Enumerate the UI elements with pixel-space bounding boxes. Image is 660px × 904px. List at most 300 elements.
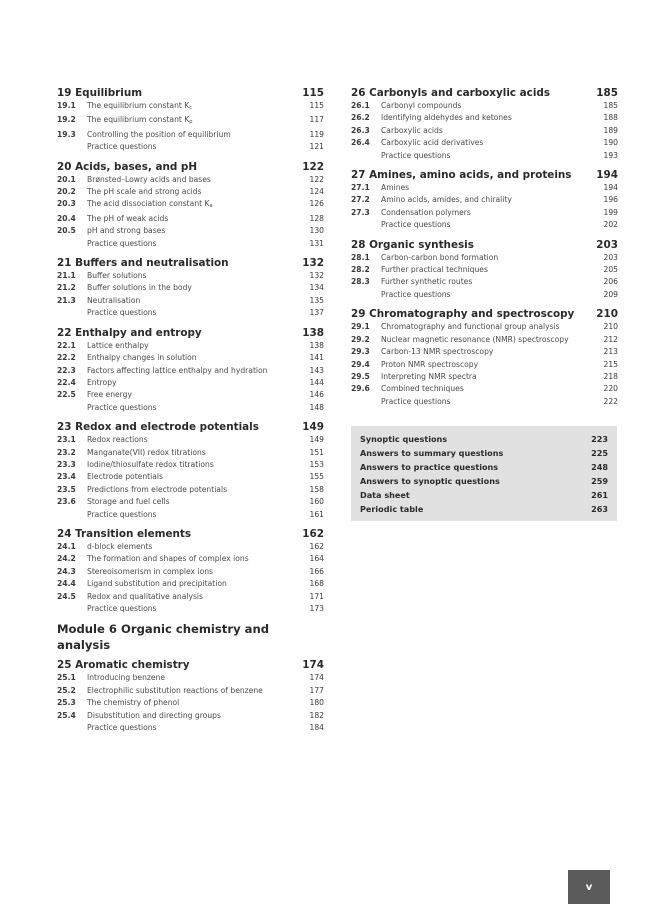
chapter-page: 210: [596, 308, 618, 321]
entry-number: 24.4: [57, 579, 76, 589]
entry-page: 174: [309, 673, 324, 683]
entry-title-text: Stereoisomerism in complex ions: [87, 566, 213, 576]
entry-page: 184: [309, 723, 324, 733]
entry-title-text: The equilibrium constant K: [87, 115, 190, 125]
entry-number: 25.3: [57, 698, 76, 708]
chapter-heading[interactable]: [57, 256, 324, 270]
entry-title: [381, 182, 598, 194]
chapter-title: 28 Organic synthesis: [351, 238, 474, 251]
entry-title: [87, 447, 304, 459]
entry-title-text: The chemistry of phenol: [87, 698, 180, 708]
toc-left-column: [57, 86, 324, 734]
entry-title: [87, 578, 304, 590]
entry-title: [381, 334, 598, 346]
entry-title: [87, 213, 304, 225]
entry-page: 153: [309, 459, 324, 469]
entry-title-text: Practice questions: [381, 150, 451, 160]
practice-questions-entry[interactable]: [57, 722, 324, 734]
entry-title-text: Carboxylic acid derivatives: [381, 138, 484, 148]
entry-title: [87, 672, 304, 684]
entry-number: 22.5: [57, 390, 76, 400]
toc-entry[interactable]: [351, 182, 618, 194]
entry-title-text: Disubstitution and directing groups: [87, 710, 221, 720]
entry-title: [381, 321, 598, 333]
entry-number: 19.3: [57, 129, 76, 139]
entry-number: 21.3: [57, 295, 76, 305]
entry-title: [87, 352, 304, 364]
entry-title-text: Lattice enthalpy: [87, 340, 149, 350]
entry-page: 166: [309, 566, 324, 576]
entry-number: 23.3: [57, 459, 76, 469]
entry-title-text: Entropy: [87, 377, 117, 387]
entry-number: 21.1: [57, 271, 76, 281]
back-matter-page: 261: [591, 490, 608, 500]
toc-entry[interactable]: [351, 252, 618, 264]
entry-title-text: Practice questions: [87, 723, 157, 733]
entry-title-text: Carbonyl compounds: [381, 101, 462, 110]
toc-entry[interactable]: [57, 541, 324, 553]
toc-entry[interactable]: [57, 710, 324, 722]
entry-number: 23.6: [57, 497, 76, 507]
entry-page: 121: [309, 142, 324, 152]
entry-page: 206: [603, 277, 618, 287]
entry-title: [381, 150, 598, 162]
entry-title: [87, 282, 304, 294]
chapter-title: 20 Acids, bases, and pH: [57, 160, 198, 173]
entry-page: 141: [309, 353, 324, 363]
back-matter-entry[interactable]: [351, 460, 617, 474]
entry-title: [87, 591, 304, 603]
entry-title-text: Electrophilic substitution reactions of benzene: [87, 685, 263, 695]
entry-title: [87, 402, 304, 414]
practice-questions-entry[interactable]: [351, 289, 618, 301]
entry-page: 122: [309, 174, 324, 184]
entry-number: 26.2: [351, 113, 370, 123]
entry-title-text: Interpreting NMR spectra: [381, 371, 477, 381]
back-matter-entry[interactable]: [351, 446, 617, 460]
entry-title: [87, 186, 304, 198]
toc-entry[interactable]: [57, 365, 324, 377]
entry-title-text: Predictions from electrode potentials: [87, 484, 228, 494]
entry-title-text: The equilibrium constant K: [87, 101, 190, 110]
entry-title-text: Free energy: [87, 390, 132, 400]
entry-title: [87, 471, 304, 483]
entry-page: 130: [309, 226, 324, 236]
chapter-page: 194: [596, 169, 618, 182]
toc-entry[interactable]: [57, 270, 324, 282]
entry-subscript: a: [209, 203, 213, 210]
page-number: v: [585, 881, 593, 893]
entry-page: 126: [309, 199, 324, 209]
toc-entry[interactable]: [57, 282, 324, 294]
entry-title: [87, 100, 304, 114]
entry-number: 22.1: [57, 340, 76, 350]
entry-page: 117: [309, 115, 324, 125]
practice-questions-entry[interactable]: [351, 396, 618, 408]
toc-entry[interactable]: [351, 194, 618, 206]
entry-title-text: The acid dissociation constant K: [87, 199, 210, 209]
entry-page: 119: [309, 129, 324, 139]
entry-title: [87, 389, 304, 401]
entry-page: 128: [309, 213, 324, 223]
entry-title-text: Buffer solutions in the body: [87, 283, 192, 293]
entry-number: 26.4: [351, 138, 370, 148]
entry-title-text: Practice questions: [381, 396, 451, 406]
entry-title-text: Introducing benzene: [87, 673, 166, 683]
entry-page: 149: [309, 435, 324, 445]
entry-number: 20.1: [57, 174, 76, 184]
entry-title-text: Amino acids, amides, and chirality: [381, 195, 512, 205]
entry-title-text: Practice questions: [87, 402, 157, 412]
toc-entry[interactable]: [57, 496, 324, 508]
chapter-heading[interactable]: [351, 238, 618, 252]
toc-entry[interactable]: [351, 359, 618, 371]
back-matter-entry[interactable]: [351, 474, 617, 488]
entry-page: 115: [309, 101, 324, 110]
toc-entry[interactable]: [57, 389, 324, 401]
entry-title-text: Identifying aldehydes and ketones: [381, 113, 512, 123]
entry-title: [381, 264, 598, 276]
back-matter-label: Periodic table: [360, 504, 424, 514]
entry-number: 29.6: [351, 384, 370, 394]
entry-title-text: Amines: [381, 183, 410, 193]
toc-entry[interactable]: [57, 198, 324, 212]
entry-page: 212: [603, 334, 618, 344]
entry-number: 22.3: [57, 365, 76, 375]
chapter-page: 115: [302, 87, 324, 99]
toc-entry[interactable]: [57, 471, 324, 483]
toc-entry[interactable]: [57, 225, 324, 237]
toc-entry[interactable]: [57, 447, 324, 459]
entry-page: 151: [309, 447, 324, 457]
entry-number: 22.2: [57, 353, 76, 363]
entry-number: 19.1: [57, 101, 76, 110]
entry-number: 25.4: [57, 710, 76, 720]
chapter-heading[interactable]: [351, 307, 618, 321]
entry-number: 23.4: [57, 472, 76, 482]
toc-entry[interactable]: [57, 697, 324, 709]
entry-page: 171: [309, 591, 324, 601]
toc-entry[interactable]: [57, 553, 324, 565]
entry-title: [381, 383, 598, 395]
entry-title: [87, 340, 304, 352]
entry-page: 194: [603, 183, 618, 193]
practice-questions-entry[interactable]: [57, 307, 324, 319]
chapter-title: 25 Aromatic chemistry: [57, 659, 190, 672]
toc-entry[interactable]: [351, 264, 618, 276]
entry-page: 160: [309, 497, 324, 507]
back-matter-box: [351, 426, 617, 521]
toc-entry[interactable]: [57, 186, 324, 198]
entry-number: 24.1: [57, 541, 76, 551]
toc-entry[interactable]: [351, 334, 618, 346]
chapter-page: 203: [596, 238, 618, 251]
toc-entry[interactable]: [57, 100, 324, 114]
toc-entry[interactable]: [57, 174, 324, 186]
chapter-title: 29 Chromatography and spectroscopy: [351, 308, 575, 321]
entry-title: [87, 365, 304, 377]
practice-questions-entry[interactable]: [57, 402, 324, 414]
back-matter-entry[interactable]: [351, 432, 617, 446]
entry-title-text: Practice questions: [87, 308, 157, 318]
entry-title-text: Iodine/thiosulfate redox titrations: [87, 459, 214, 469]
entry-title-text: The pH scale and strong acids: [87, 187, 202, 197]
entry-title: [87, 553, 304, 565]
chapter-title: 26 Carbonyls and carboxylic acids: [351, 87, 551, 99]
entry-number: 25.2: [57, 685, 76, 695]
toc-entry[interactable]: [351, 112, 618, 124]
entry-page: 209: [603, 289, 618, 299]
toc-entry[interactable]: [57, 340, 324, 352]
entry-title-text: Carbon-carbon bond formation: [381, 252, 499, 262]
entry-title-text: Practice questions: [87, 509, 157, 519]
practice-questions-entry[interactable]: [57, 509, 324, 521]
back-matter-page: 263: [591, 504, 608, 514]
entry-subscript: c: [189, 105, 193, 111]
toc-entry[interactable]: [57, 377, 324, 389]
entry-title: [87, 722, 304, 734]
entry-title-text: Carboxylic acids: [381, 125, 443, 135]
entry-number: 28.2: [351, 265, 370, 275]
entry-title: [87, 377, 304, 389]
entry-title: [381, 359, 598, 371]
toc-entry[interactable]: [57, 672, 324, 684]
chapter-heading[interactable]: [57, 86, 324, 100]
entry-page: 196: [603, 195, 618, 205]
entry-number: 25.1: [57, 673, 76, 683]
entry-number: 29.3: [351, 347, 370, 357]
toc-entry[interactable]: [351, 346, 618, 358]
back-matter-label: Data sheet: [360, 490, 410, 500]
back-matter-label: Answers to synoptic questions: [360, 476, 500, 486]
chapter-title: 19 Equilibrium: [57, 87, 143, 99]
entry-title-text: Manganate(VII) redox titrations: [87, 447, 206, 457]
entry-page: 188: [603, 113, 618, 123]
toc-entry[interactable]: [351, 371, 618, 383]
entry-title: [87, 603, 304, 615]
entry-page: 131: [309, 238, 324, 248]
entry-title: [87, 129, 304, 141]
entry-title: [87, 307, 304, 319]
entry-title: [381, 252, 598, 264]
entry-title: [87, 141, 304, 153]
entry-title: [381, 112, 598, 124]
entry-page: 177: [309, 685, 324, 695]
entry-title: [87, 541, 304, 553]
back-matter-page: 223: [591, 434, 608, 444]
entry-title: [87, 295, 304, 307]
entry-title: [381, 137, 598, 149]
entry-page: 148: [309, 402, 324, 412]
toc-entry[interactable]: [351, 383, 618, 395]
entry-page: 155: [309, 472, 324, 482]
toc-entry[interactable]: [57, 352, 324, 364]
entry-subscript: p: [189, 119, 193, 126]
entry-number: 20.2: [57, 187, 76, 197]
toc-entry[interactable]: [57, 295, 324, 307]
back-matter-entry[interactable]: [351, 502, 617, 516]
back-matter-label: Answers to practice questions: [360, 462, 499, 472]
entry-page: 189: [603, 125, 618, 135]
entry-title: [381, 100, 598, 112]
entry-title-text: Condensation polymers: [381, 207, 471, 217]
chapter-heading[interactable]: [351, 168, 618, 182]
entry-title-text: Further synthetic routes: [381, 277, 473, 287]
practice-questions-entry[interactable]: [351, 150, 618, 162]
entry-title-text: Chromatography and functional group analysis: [381, 322, 560, 332]
entry-page: 164: [309, 554, 324, 564]
entry-title-text: The formation and shapes of complex ions: [87, 554, 249, 564]
chapter-title: 21 Buffers and neutralisation: [57, 257, 229, 270]
entry-page: 202: [603, 220, 618, 230]
entry-title: [381, 207, 598, 219]
entry-page: 168: [309, 579, 324, 589]
entry-page: 215: [603, 359, 618, 369]
toc-entry[interactable]: [57, 685, 324, 697]
entry-title: [381, 194, 598, 206]
entry-title: [87, 484, 304, 496]
entry-page: 134: [309, 283, 324, 293]
entry-title: [87, 114, 304, 128]
chapter-title: 24 Transition elements: [57, 527, 192, 540]
entry-title-text: Controlling the position of equilibrium: [87, 129, 231, 139]
chapter-title: 23 Redox and electrode potentials: [57, 421, 259, 434]
toc-entry[interactable]: [57, 578, 324, 590]
entry-page: 124: [309, 187, 324, 197]
entry-title: [87, 710, 304, 722]
entry-number: 28.3: [351, 277, 370, 287]
entry-page: 143: [309, 365, 324, 375]
entry-page: 173: [309, 604, 324, 613]
chapter-heading[interactable]: [57, 658, 324, 672]
entry-title: [87, 697, 304, 709]
chapter-heading[interactable]: [57, 160, 324, 174]
entry-number: 20.5: [57, 226, 76, 236]
entry-page: 138: [309, 340, 324, 350]
entry-page: 213: [603, 347, 618, 357]
entry-number: 24.5: [57, 591, 76, 601]
entry-title-text: Practice questions: [87, 604, 157, 613]
entry-number: 29.2: [351, 334, 370, 344]
entry-title-text: d-block elements: [87, 541, 153, 551]
toc-entry[interactable]: [351, 125, 618, 137]
practice-questions-entry[interactable]: [351, 219, 618, 231]
back-matter-entry[interactable]: [351, 488, 617, 502]
entry-title-text: Proton NMR spectroscopy: [381, 359, 479, 369]
entry-number: 20.3: [57, 199, 76, 209]
toc-entry[interactable]: [57, 591, 324, 603]
entry-title: [381, 276, 598, 288]
entry-title: [381, 371, 598, 383]
entry-page: 146: [309, 390, 324, 400]
entry-title: [381, 219, 598, 231]
entry-title: [87, 434, 304, 446]
entry-title-text: pH and strong bases: [87, 226, 166, 236]
entry-number: 21.2: [57, 283, 76, 293]
toc-entry[interactable]: [351, 276, 618, 288]
entry-number: 27.3: [351, 207, 370, 217]
entry-title-text: Ligand substitution and precipitation: [87, 579, 227, 589]
entry-title: [381, 396, 598, 408]
entry-number: 20.4: [57, 213, 76, 223]
entry-title-text: Storage and fuel cells: [87, 497, 170, 507]
entry-page: 199: [603, 207, 618, 217]
toc-right-column: [351, 86, 618, 408]
chapter-page: 149: [302, 421, 324, 434]
toc-entry[interactable]: [57, 434, 324, 446]
chapter-page: 122: [302, 160, 324, 173]
entry-title-text: Practice questions: [381, 220, 451, 230]
entry-page: 222: [603, 396, 618, 406]
entry-number: 26.3: [351, 125, 370, 135]
toc-entry[interactable]: [57, 114, 324, 128]
entry-page: 185: [603, 101, 618, 110]
entry-title-text: Nuclear magnetic resonance (NMR) spectroscopy: [381, 334, 569, 344]
entry-number: 29.4: [351, 359, 370, 369]
entry-title-text: Redox and qualitative analysis: [87, 591, 203, 601]
entry-number: 26.1: [351, 101, 370, 110]
toc-entry[interactable]: [351, 137, 618, 149]
chapter-heading[interactable]: [351, 86, 618, 100]
practice-questions-entry[interactable]: [57, 603, 324, 615]
entry-page: 190: [603, 138, 618, 148]
entry-title: [87, 685, 304, 697]
chapter-heading[interactable]: [57, 326, 324, 340]
entry-title: [87, 198, 304, 212]
entry-number: 24.2: [57, 554, 76, 564]
entry-page: 205: [603, 265, 618, 275]
entry-title: [381, 289, 598, 301]
entry-number: 28.1: [351, 252, 370, 262]
entry-page: 158: [309, 484, 324, 494]
chapter-title: 27 Amines, amino acids, and proteins: [351, 169, 572, 182]
practice-questions-entry[interactable]: [57, 141, 324, 153]
entry-title: [87, 174, 304, 186]
module-heading: Module 6 Organic chemistry and analysis: [57, 622, 270, 653]
chapter-heading[interactable]: [57, 420, 324, 434]
entry-number: 27.2: [351, 195, 370, 205]
entry-number: 24.3: [57, 566, 76, 576]
entry-number: 29.5: [351, 371, 370, 381]
back-matter-label: Answers to summary questions: [360, 448, 504, 458]
chapter-page: 185: [596, 87, 618, 99]
entry-page: 137: [309, 308, 324, 318]
back-matter-page: 248: [591, 462, 608, 472]
toc-entry[interactable]: [351, 100, 618, 112]
toc-entry[interactable]: [351, 207, 618, 219]
toc-entry[interactable]: [57, 213, 324, 225]
back-matter-label: Synoptic questions: [360, 434, 448, 444]
toc-entry[interactable]: [57, 459, 324, 471]
toc-entry[interactable]: [57, 566, 324, 578]
entry-title: [381, 125, 598, 137]
entry-page: 182: [309, 710, 324, 720]
entry-title-text: Practice questions: [381, 289, 451, 299]
entry-title-text: Practice questions: [87, 142, 157, 152]
toc-entry[interactable]: [57, 129, 324, 141]
toc-entry[interactable]: [57, 484, 324, 496]
entry-title: [87, 225, 304, 237]
entry-page: 161: [309, 509, 324, 519]
entry-page: 218: [603, 371, 618, 381]
toc-entry[interactable]: [351, 321, 618, 333]
page-number-badge: [568, 870, 610, 904]
entry-page: 162: [309, 541, 324, 551]
chapter-page: 132: [302, 257, 324, 270]
entry-page: 220: [603, 384, 618, 394]
chapter-heading[interactable]: [57, 527, 324, 541]
practice-questions-entry[interactable]: [57, 238, 324, 250]
